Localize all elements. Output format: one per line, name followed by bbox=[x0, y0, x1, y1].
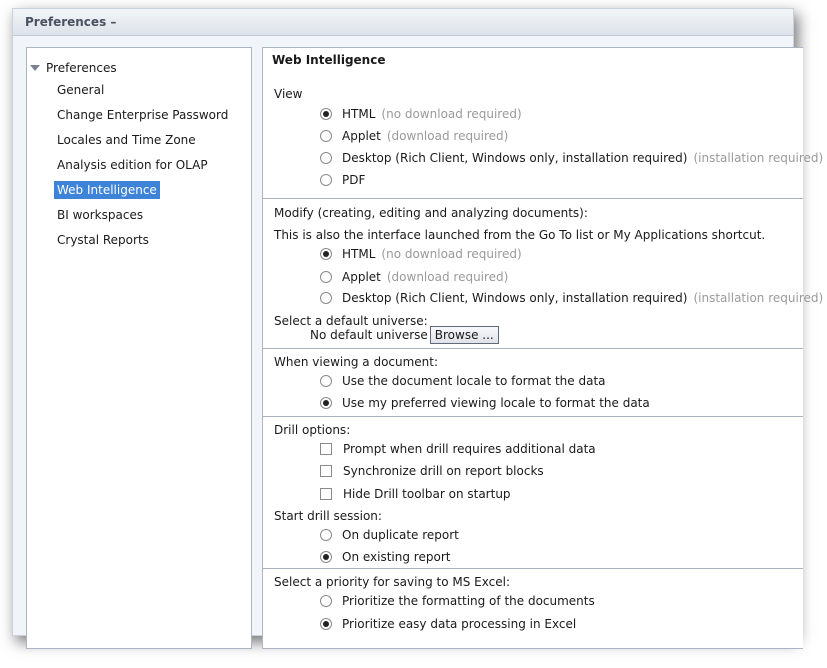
drill-option-hide-toolbar[interactable] bbox=[320, 484, 511, 504]
radio-button-selected[interactable] bbox=[320, 618, 332, 630]
nav-root-preferences[interactable] bbox=[27, 59, 117, 77]
view-option-pdf[interactable] bbox=[320, 170, 365, 190]
view-option-applet[interactable] bbox=[320, 126, 508, 146]
start-drill-label: Start drill session: bbox=[274, 509, 382, 523]
radio-button-selected[interactable] bbox=[320, 397, 332, 409]
option-label: Use my preferred viewing locale to format the data bbox=[342, 396, 650, 410]
nav-item-analysis-edition-for-olap[interactable]: Analysis edition for OLAP bbox=[57, 158, 208, 172]
modify-label: Modify (creating, editing and analyzing documents): bbox=[274, 206, 588, 220]
option-label: Desktop (Rich Client, Windows only, installation required) bbox=[342, 151, 688, 165]
nav-item-crystal-reports[interactable]: Crystal Reports bbox=[57, 233, 149, 247]
browse-universe-button[interactable]: Browse ... bbox=[430, 326, 499, 344]
view-option-html[interactable] bbox=[320, 104, 522, 124]
drill-options-section bbox=[263, 416, 803, 569]
option-label: Prompt when drill requires additional data bbox=[343, 442, 596, 456]
view-label: View bbox=[274, 87, 303, 101]
viewing-option-document-locale[interactable] bbox=[320, 371, 606, 391]
nav-item-web-intelligence[interactable]: Web Intelligence bbox=[54, 181, 160, 199]
view-section bbox=[263, 48, 824, 198]
nav-item-change-enterprise-password[interactable]: Change Enterprise Password bbox=[57, 108, 229, 122]
window-title: Preferences – bbox=[25, 15, 117, 29]
web-intelligence-panel bbox=[262, 47, 824, 649]
option-label: On duplicate report bbox=[342, 528, 459, 542]
radio-button[interactable] bbox=[320, 292, 332, 304]
drill-option-synchronize[interactable] bbox=[320, 461, 544, 481]
viewing-document-section bbox=[263, 348, 803, 417]
nav-item-bi-workspaces[interactable]: BI workspaces bbox=[57, 208, 144, 222]
modify-sublabel: This is also the interface launched from the Go To list or My Applications shortcut. bbox=[274, 228, 766, 242]
option-label: PDF bbox=[342, 173, 366, 187]
checkbox[interactable] bbox=[320, 443, 332, 455]
excel-priority-label: Select a priority for saving to MS Excel: bbox=[274, 575, 510, 589]
option-label: Prioritize easy data processing in Excel bbox=[342, 617, 577, 631]
radio-button[interactable] bbox=[320, 595, 332, 607]
radio-button-selected[interactable] bbox=[320, 108, 332, 120]
option-hint: (download required) bbox=[386, 129, 509, 143]
radio-button-selected[interactable] bbox=[320, 551, 332, 563]
modify-section bbox=[263, 198, 824, 349]
option-label: On existing report bbox=[342, 550, 451, 564]
drill-option-prompt[interactable] bbox=[320, 439, 596, 459]
excel-option-formatting[interactable] bbox=[320, 591, 595, 611]
option-label: Applet bbox=[342, 129, 381, 143]
preferences-window bbox=[12, 8, 824, 636]
nav-item-locales-and-time-zone[interactable]: Locales and Time Zone bbox=[57, 133, 196, 147]
option-hint: (installation required) bbox=[693, 151, 824, 165]
option-hint: (installation required) bbox=[693, 291, 824, 305]
viewing-option-preferred-locale[interactable] bbox=[320, 393, 650, 413]
title-bar bbox=[13, 9, 793, 36]
universe-label: Select a default universe: bbox=[274, 314, 428, 328]
radio-button-selected[interactable] bbox=[320, 248, 332, 260]
excel-priority-section bbox=[263, 568, 803, 649]
drill-options-label: Drill options: bbox=[274, 423, 351, 437]
view-option-desktop[interactable] bbox=[320, 148, 823, 168]
radio-button[interactable] bbox=[320, 271, 332, 283]
radio-button[interactable] bbox=[320, 174, 332, 186]
default-universe-value: No default universe bbox=[310, 328, 428, 342]
nav-item-general[interactable]: General bbox=[57, 83, 105, 97]
radio-button[interactable] bbox=[320, 529, 332, 541]
start-drill-option-duplicate[interactable] bbox=[320, 525, 459, 545]
start-drill-option-existing[interactable] bbox=[320, 547, 450, 567]
panel-title: Web Intelligence bbox=[272, 53, 386, 67]
radio-button[interactable] bbox=[320, 152, 332, 164]
radio-button[interactable] bbox=[320, 375, 332, 387]
option-label: Prioritize the formatting of the documents bbox=[342, 594, 595, 608]
excel-option-data-processing[interactable] bbox=[320, 614, 576, 634]
option-label: HTML bbox=[342, 247, 376, 261]
option-hint: (no download required) bbox=[381, 247, 522, 261]
viewing-label: When viewing a document: bbox=[274, 355, 439, 369]
option-label: Applet bbox=[342, 270, 381, 284]
option-label: HTML bbox=[342, 107, 376, 121]
option-label: Use the document locale to format the data bbox=[342, 374, 606, 388]
preferences-nav-tree bbox=[26, 47, 252, 649]
option-hint: (no download required) bbox=[381, 107, 522, 121]
modify-option-desktop[interactable] bbox=[320, 288, 823, 308]
option-hint: (download required) bbox=[386, 270, 509, 284]
modify-option-applet[interactable] bbox=[320, 267, 508, 287]
option-label: Synchronize drill on report blocks bbox=[343, 464, 544, 478]
option-label: Hide Drill toolbar on startup bbox=[343, 487, 511, 501]
checkbox[interactable] bbox=[320, 488, 332, 500]
default-universe-row bbox=[310, 324, 499, 346]
radio-button[interactable] bbox=[320, 130, 332, 142]
collapse-triangle-icon[interactable] bbox=[30, 65, 40, 71]
option-label: Desktop (Rich Client, Windows only, installation required) bbox=[342, 291, 688, 305]
checkbox[interactable] bbox=[320, 465, 332, 477]
nav-root-label: Preferences bbox=[46, 61, 117, 75]
modify-option-html[interactable] bbox=[320, 244, 522, 264]
